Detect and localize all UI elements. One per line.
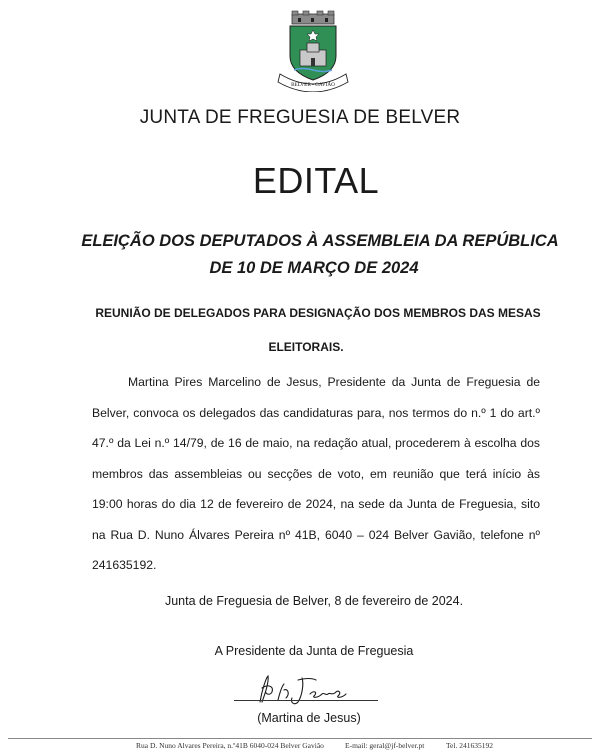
signer-name: (Martina de Jesus) (257, 711, 361, 725)
footer-phone: Tel. 241635192 (446, 741, 493, 750)
section-heading-line-2: ELEITORAIS. (268, 340, 344, 354)
dateline: Junta de Freguesia de Belver, 8 de fevereiro de 2024. (164, 594, 464, 608)
body-paragraph: Martina Pires Marcelino de Jesus, Presidente da Junta de Freguesia de Belver, convoca os delegados das candidaturas para, nos termos do n.º 1 do art.º 47.º da Lei n.º 14/79, de 16 de maio, na redação atual, procederem à escolha dos membros das assembleias ou secções de voto, em reunião que terá início às 19:00 horas do dia 12 de fevereiro de 2024, na sede da Junta de Freguesia, sito na Rua D. Nuno Álvares Pereira nº 41B, 6040 – 024 Belver Gavião, telefone nº 241635192. (92, 375, 540, 572)
document-title: EDITAL (252, 160, 380, 201)
footer-address: Rua D. Nuno Alvares Pereira, n.º41B 6040-024 Belver Gavião (136, 741, 324, 750)
crest-ribbon-text: BELVER - GAVIÃO (291, 82, 335, 88)
section-heading-line-1: REUNIÃO DE DELEGADOS PARA DESIGNAÇÃO DOS MEMBROS DAS MESAS (95, 306, 541, 320)
coat-of-arms-icon (276, 10, 350, 92)
election-subtitle-line-2: DE 10 DE MARÇO DE 2024 (209, 259, 419, 277)
signature-line (234, 700, 378, 701)
footer (0, 741, 600, 755)
footer-email: E-mail: geral@jf-belver.pt (345, 741, 425, 750)
handwritten-signature (232, 672, 362, 708)
election-subtitle-line-1: ELEIÇÃO DOS DEPUTADOS À ASSEMBLEIA DA REPÚBLICA (81, 232, 559, 250)
organization-heading: JUNTA DE FREGUESIA DE BELVER (139, 107, 461, 128)
footer-divider (8, 738, 592, 739)
signer-title: A Presidente da Junta de Freguesia (214, 644, 414, 658)
